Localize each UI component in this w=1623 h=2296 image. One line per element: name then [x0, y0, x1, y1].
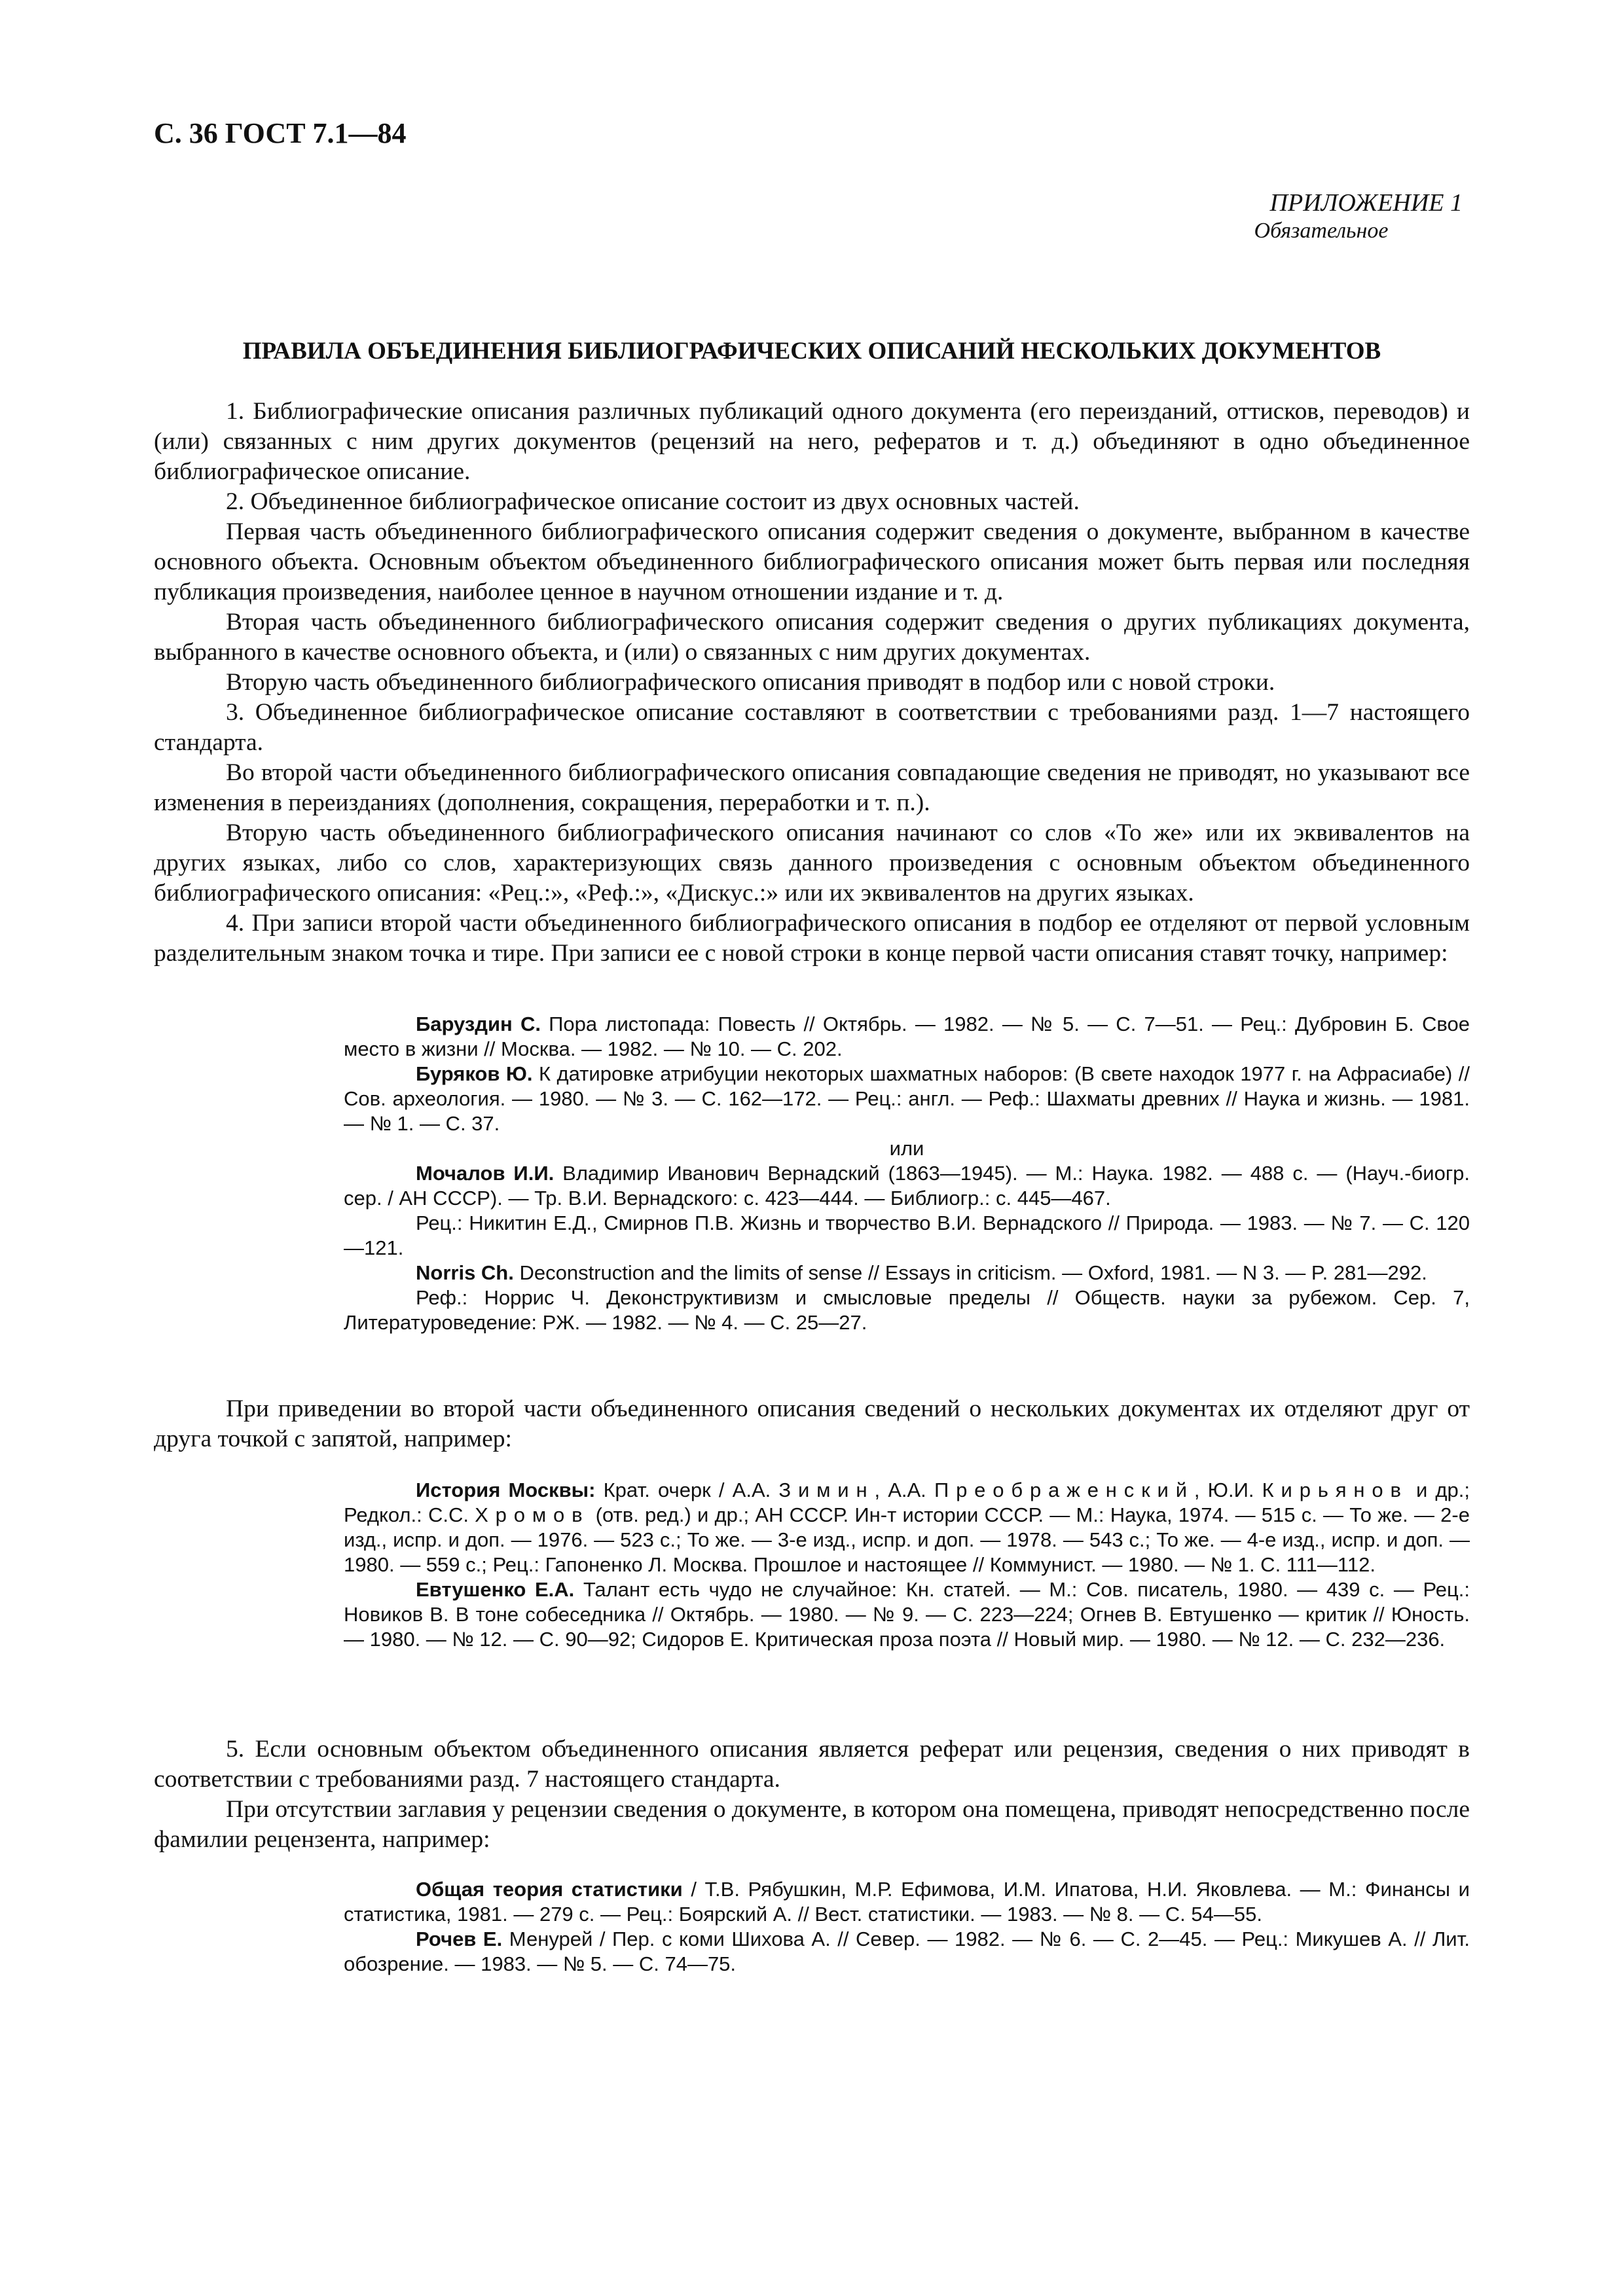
bib-entry	[344, 1062, 1470, 1136]
bib-entry	[344, 1161, 1470, 1211]
paragraph: Вторую часть объединенного библиографического описания начинают со слов «То же» или их эквивалентов на других языках, либо со слов, характеризующих связь данного произведения с основным объектом объединенного библиографического описания: «Рец.:», «Реф.:», «Дискус.:» или их эквивалентов на других языках.	[154, 819, 1470, 906]
bib-entry-text: К датировке атрибуции некоторых шахматных наборов: (В свете находок 1977 г. на Афрасиабе) // Сов. археология. — 1980. — № 3. — С. 162—172. — Рец.: англ. — Реф.: Шахматы древних // Наука и жизнь. — 1981. — № 1. — С. 37.	[344, 1062, 1470, 1135]
paragraph: Вторую часть объединенного библиографического описания приводят в подбор или с новой строки.	[226, 669, 1275, 696]
paragraph: 3. Объединенное библиографическое описание составляют в соответствии с требованиями разд. 1—7 настоящего стандарта.	[154, 699, 1470, 756]
spaced-name: Преображенский	[934, 1479, 1194, 1501]
bib-entry-head: Баруздин С.	[416, 1013, 541, 1035]
paragraph: 1. Библиографические описания различных публикаций одного документа (его переизданий, оттисков, переводов) и (или) связанных с ним других документов (рецензий на него, рефератов и т. д.) объединяют в одно объединенное библиографическое описание.	[154, 398, 1470, 485]
paragraph: 4. При записи второй части объединенного библиографического описания в подбор ее отделяют от первой условным разделительным знаком точка и тире. При записи ее с новой строки в конце первой части описания ставят точку, например:	[154, 910, 1470, 967]
appendix-status: Обязательное	[1254, 219, 1389, 243]
bib-entry	[344, 1927, 1470, 1977]
page-header: С. 36 ГОСТ 7.1—84	[154, 117, 407, 149]
paragraph: При приведении во второй части объединенного описания сведений о нескольких документах их отделяют друг от друга точкой с запятой, например:	[154, 1395, 1470, 1452]
bib-text: и др.; Редкол.: С.С.	[344, 1479, 1470, 1526]
paragraph: 2. Объединенное библиографическое описание состоит из двух основных частей.	[226, 488, 1080, 515]
bib-entry-text: Талант есть чудо не случайное: Кн. статей. — М.: Сов. писатель, 1980. — 439 с. — Рец.: Новиков В. В тоне собеседника // Октябрь. — 1980. — № 9. — С. 223—224; Огнев В. Евтушенко — критик // Юность. — 1980. — № 12. — С. 90—92; Сидоров Е. Критическая проза поэта // Новый мир. — 1980. — № 12. — С. 232—236.	[344, 1578, 1470, 1651]
bib-text: (отв. ред.) и др.; АН СССР. Ин-т истории СССР. — М.: Наука, 1974. — 515 с. — То же. — 2-е изд., испр. и доп. — 1976. — 523 с.; То же. — 3-е изд., испр. и доп. — 1978. — 543 с.; То же. — 4-е изд., испр. и доп. — 1980. — 559 с.; Рец.: Гапоненко Л. Москва. Прошлое и настоящее // Коммунист. — 1980. — № 1. С. 111—112.	[344, 1503, 1470, 1576]
paragraph: При отсутствии заглавия у рецензии сведения о документе, в котором она помещена, приводят непосредственно после фамилии рецензента, например:	[154, 1796, 1470, 1853]
section-multi	[154, 1394, 1470, 1454]
bib-entry-head: Буряков Ю.	[416, 1062, 533, 1085]
bib-entry-head: Евтушенко Е.А.	[416, 1578, 575, 1601]
spaced-name: Кирьянов	[1262, 1479, 1408, 1501]
spaced-name: Хромов	[475, 1503, 590, 1526]
alternative-separator: или	[889, 1137, 924, 1160]
bib-entry-text: Deconstruction and the limits of sense // Essays in criticism. — Oxford, 1981. — N 3. — P. 281—292.	[513, 1261, 1427, 1284]
bib-text: Крат. очерк / А.А.	[595, 1479, 779, 1501]
appendix-title: ПРИЛОЖЕНИЕ 1	[1269, 189, 1463, 217]
example-block-3	[344, 1877, 1470, 1977]
example-block-1	[344, 1012, 1470, 1335]
paragraph: Первая часть объединенного библиографического описания содержит сведения о документе, выбранном в качестве основного объекта. Основным объектом объединенного библиографического описания может быть первая или последняя публикация произведения, наиболее ценное в научном отношении издание и т. д.	[154, 518, 1470, 605]
section-5	[154, 1734, 1470, 1855]
bib-entry-head: История Москвы:	[416, 1479, 596, 1501]
paragraph: Во второй части объединенного библиографического описания совпадающие сведения не приводят, но указывают все изменения в переизданиях (дополнения, сокращения, переработки и т. п.).	[154, 759, 1470, 816]
bib-text: , А.А.	[874, 1479, 934, 1501]
bib-entry-head: Norris Ch.	[416, 1261, 514, 1284]
bib-entry-text: Пора листопада: Повесть // Октябрь. — 1982. — № 5. — С. 7—51. — Рец.: Дубровин Б. Свое место в жизни // Москва. — 1982. — № 10. — С. 202.	[344, 1013, 1470, 1060]
bib-entry	[344, 1478, 1470, 1577]
bib-entry-head: Общая теория статистики	[416, 1878, 683, 1901]
paragraph: Вторая часть объединенного библиографического описания содержит сведения о других публикациях документа, выбранного в качестве основного объекта, и (или) о связанных с ним других документах.	[154, 609, 1470, 666]
document-title: ПРАВИЛА ОБЪЕДИНЕНИЯ БИБЛИОГРАФИЧЕСКИХ ОПИСАНИЙ НЕСКОЛЬКИХ ДОКУМЕНТОВ	[242, 338, 1381, 365]
bib-entry	[344, 1577, 1470, 1652]
bib-entry-text: Владимир Иванович Вернадский (1863—1945). — М.: Наука. 1982. — 488 с. — (Науч.-биогр. сер. / АН СССР). — Тр. В.И. Вернадского: с. 423—444. — Библиогр.: с. 445—467.	[344, 1162, 1470, 1210]
bib-entry-text: / Т.В. Рябушкин, М.Р. Ефимова, И.М. Ипатова, Н.И. Яковлева. — М.: Финансы и статистика, 1981. — 279 с. — Рец.: Боярский А. // Вест. статистики. — 1983. — № 8. — С. 54—55.	[344, 1878, 1470, 1926]
appendix-label	[1254, 188, 1463, 243]
spaced-name: Зимин	[778, 1479, 875, 1501]
bib-entry	[344, 1012, 1470, 1062]
bib-review: Рец.: Никитин Е.Д., Смирнов П.В. Жизнь и творчество В.И. Вернадского // Природа. — 1983. — № 7. — С. 120—121.	[344, 1211, 1470, 1259]
bib-entry	[344, 1877, 1470, 1927]
bib-entry-head: Рочев Е.	[416, 1928, 503, 1950]
bib-entry-head: Мочалов И.И.	[416, 1162, 555, 1185]
bib-entry-text: Менурей / Пер. с коми Шихова А. // Север. — 1982. — № 6. — С. 2—45. — Рец.: Микушев А. // Лит. обозрение. — 1983. — № 5. — С. 74—75.	[344, 1928, 1470, 1975]
bib-text: , Ю.И.	[1194, 1479, 1262, 1501]
paragraph: 5. Если основным объектом объединенного описания является реферат или рецензия, сведения о них приводят в соответствии с требованиями разд. 7 настоящего стандарта.	[154, 1736, 1470, 1793]
section-1-4	[154, 397, 1470, 969]
example-block-2	[344, 1478, 1470, 1652]
bib-review: Реф.: Норрис Ч. Деконструктивизм и смысловые пределы // Обществ. науки за рубежом. Сер. 7, Литературоведение: РЖ. — 1982. — № 4. — С. 25—27.	[344, 1286, 1470, 1334]
bib-entry	[344, 1261, 1470, 1285]
